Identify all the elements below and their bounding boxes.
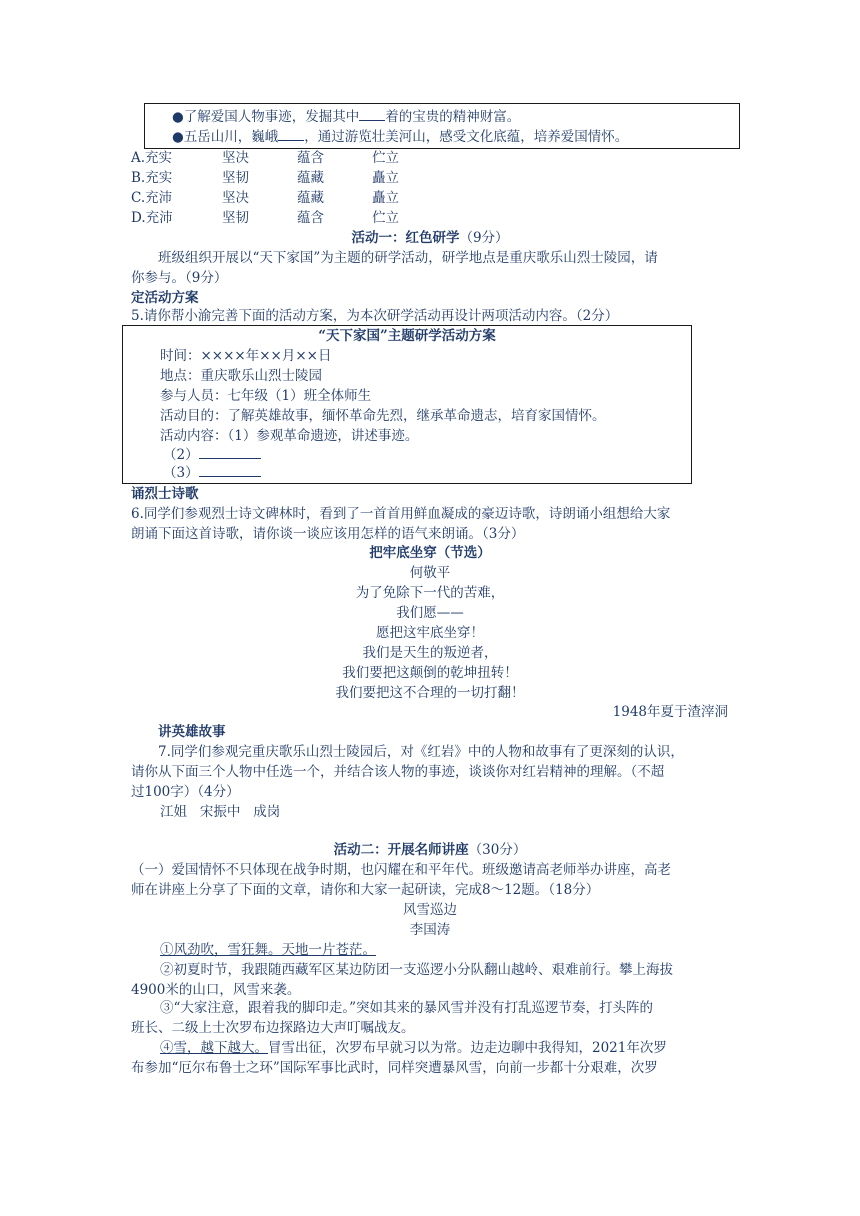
article-paragraph-4-rest: 冒雪出征，次罗布早就习以为常。边走边聊中我得知，2021年次罗 [268,1040,667,1056]
article-title: 风雪巡边 [403,902,457,918]
question-7-line1: 7.同学们参观完重庆歌乐山烈士陵园后，对《红岩》中的人物和故事有了更深刻的认识， [158,744,684,760]
question-7-names: 江姐 宋振中 成岗 [160,804,281,820]
poem-author: 何敬平 [409,565,451,581]
article-paragraph-1: ①风劲吹，雪狂舞。天地一片苍茫。 [160,942,376,958]
article-paragraph-2-line2: 4900米的山口，风雪来袭。 [131,982,301,998]
option-d-word3: 伫立 [372,210,399,226]
options-label-column [131,148,173,228]
activity1-intro-line2: 你参与。（9分） [131,270,228,286]
article-paragraph-4-line2: 布参加“厄尔布鲁士之环”国际军事比武时，同样突遭暴风雪，向前一步都十分艰难，次罗 [131,1060,658,1076]
fill-blank [359,106,385,121]
option-b-word1: 坚韧 [222,170,249,186]
section-poem-heading: 诵烈士诗歌 [131,486,199,502]
question-7-line2: 请你从下面三个人物中任选一个，并结合该人物的事迹，谈谈你对红岩精神的理解。（不超 [131,764,665,780]
option-c-word1: 坚决 [222,190,249,206]
option-b-word2: 蕴藏 [297,170,324,186]
option-a-label: A.充实 [131,150,173,166]
option-c-word2: 蕴藏 [297,190,324,206]
poem-line: 我们愿—— [396,605,464,621]
activity2-title: 活动二：开展名师讲座 [333,842,469,858]
answer-blank [199,462,261,477]
poem-date: 1948年夏于渣滓洞 [612,704,728,720]
poem-title: 把牢底坐穿（节选） [369,545,491,561]
option-c-word3: 矗立 [372,190,399,206]
option-d-word2: 蕴含 [297,210,324,226]
article-paragraph-4-line1 [160,1038,667,1058]
article-paragraph-3-line1: ③“大家注意，跟着我的脚印走。”突如其来的暴风雪并没有打乱巡逻节奏，打头阵的 [160,1000,654,1016]
poem-line: 我们是天生的叛逆者， [362,645,498,661]
article-paragraph-4-underlined: ④雪，越下越大。 [160,1040,268,1056]
plan-item-3 [163,462,261,483]
options-word1-column [222,148,249,228]
article-paragraph-2-line1: ②初夏时节，我跟随西藏军区某边防团一支巡逻小分队翻山越岭、艰难前行。攀上海拔 [160,962,673,978]
section-plan-heading: 定活动方案 [131,290,199,306]
question-6-line2: 朗诵下面这首诗歌，请你谈一谈应该用怎样的语气来朗诵。（3分） [131,526,525,542]
option-b-word3: 矗立 [372,170,399,186]
activity1-title: 活动一：红色研学 [351,230,460,246]
question-5: 5.请你帮小渝完善下面的活动方案，为本次研学活动再设计两项活动内容。（2分） [131,308,619,324]
poem-line: 我们要把这不合理的一切打翻！ [335,685,525,701]
question-6-line1: 6.同学们参观烈士诗文碑林时，看到了一首首用鲜血凝成的豪迈诗歌，诗朗诵小组想给大家 [131,506,671,522]
box-line-1-text: ●了解爱国人物事迹，发掘其中 [172,109,360,125]
plan-place: 地点：重庆歌乐山烈士陵园 [160,368,322,384]
answer-blank [199,444,261,459]
plan-time: 时间：××××年××月××日 [160,348,332,364]
plan-goal: 活动目的：了解英雄故事，缅怀革命先烈，继承革命遗志，培育家国情怀。 [160,408,606,424]
article-paragraph-3-line2: 班长、二级上士次罗布边探路边大声叮嘱战友。 [131,1020,415,1036]
options-word3-column [372,148,399,228]
option-c-label: C.充沛 [131,190,173,206]
article-author: 李国涛 [409,922,451,938]
box-line-2-text-end: ，通过游览壮美河山，感受文化底蕴，培养爱国情怀。 [304,129,629,145]
option-b-label: B.充实 [131,170,173,186]
activity2-intro-line1: （一）爱国情怀不只体现在战争时期，也闪耀在和平年代。班级邀请高老师举办讲座，高老 [131,862,671,878]
question-7-line3: 过100字）（4分） [131,784,240,800]
options-word2-column [297,148,324,228]
activity1-score: （9分） [459,230,509,246]
plan-title: “天下家国”主题研学活动方案 [318,328,496,344]
activity2-heading [0,840,860,860]
fill-blank [278,126,304,141]
activity2-intro-line2: 师在讲座上分享了下面的文章，请你和大家一起研读，完成8～12题。（18分） [131,882,600,898]
option-a-word3: 伫立 [372,150,399,166]
box-line-2-text: ●五岳山川，巍峨 [172,129,279,145]
activity1-heading [0,228,860,248]
plan-people: 参与人员：七年级（1）班全体师生 [160,388,372,404]
box-line-1-text-end: 着的宝贵的精神财富。 [385,109,521,125]
option-d-word1: 坚韧 [222,210,249,226]
box-line-2 [172,126,628,147]
plan-item-2-label: （2） [163,447,199,463]
box-line-1 [172,106,520,127]
poem-line: 为了免除下一代的苦难， [355,585,505,601]
plan-item-3-label: （3） [163,465,199,481]
option-a-word1: 坚决 [222,150,249,166]
activity2-score: （30分） [468,842,527,858]
plan-content: 活动内容：（1）参观革命遗迹，讲述事迹。 [160,428,419,444]
activity1-intro-line1: 班级组织开展以“天下家国”为主题的研学活动，研学地点是重庆歌乐山烈士陵园，请 [158,250,658,266]
option-d-label: D.充沛 [131,210,173,226]
option-a-word2: 蕴含 [297,150,324,166]
poem-line: 我们要把这颠倒的乾坤扭转！ [342,665,518,681]
section-story-heading: 讲英雄故事 [158,724,226,740]
poem-line: 愿把这牢底坐穿！ [376,625,484,641]
